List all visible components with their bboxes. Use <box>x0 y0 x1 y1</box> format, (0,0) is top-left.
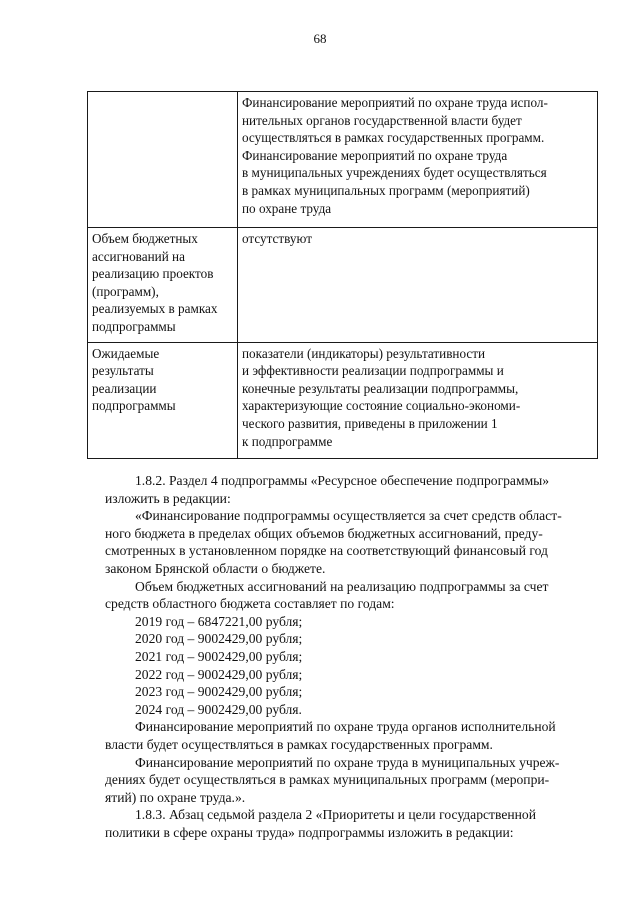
year-allocation-item: 2020 год – 9002429,00 рубля; <box>135 631 303 647</box>
paragraph-line: ного бюджета в пределах общих объемов бюджетных ассигнований, преду- <box>105 525 543 541</box>
cell-line: осуществляться в рамках государственных программ. <box>242 130 545 146</box>
page-number: 68 <box>313 31 327 46</box>
paragraph-1-8-2 <box>105 472 599 507</box>
cell-line: по охране труда <box>242 200 332 216</box>
cell-line: подпрограммы <box>92 318 176 334</box>
paragraph-line: Финансирование мероприятий по охране труда в муниципальных учреж- <box>135 754 560 770</box>
cell-line: в муниципальных учреждениях будет осуществляться <box>242 165 547 181</box>
table-row-financing <box>88 92 598 228</box>
paragraph-financing-source <box>105 507 599 577</box>
cell-line: ческого развития, приведены в приложении 1 <box>242 415 498 431</box>
paragraph-line: 1.8.3. Абзац седьмой раздела 2 «Приоритеты и цели государственной <box>135 807 536 823</box>
cell-line: Объем бюджетных <box>92 231 198 246</box>
cell-line: в рамках муниципальных программ (мероприятий) <box>242 182 530 198</box>
year-allocation-item: 2022 год – 9002429,00 рубля; <box>135 666 303 682</box>
paragraph-line: Финансирование мероприятий по охране труда органов исполнительной <box>135 719 556 735</box>
cell-line: Ожидаемые <box>92 345 160 361</box>
year-allocation-item: 2019 год – 6847221,00 рубля; <box>135 613 303 629</box>
table-row-budget-allocations <box>88 228 598 343</box>
paragraph-line: политики в сфере охраны труда» подпрограммы изложить в редакции: <box>105 824 514 840</box>
table-row-expected-results <box>88 342 598 458</box>
subprogram-passport-table <box>87 91 598 459</box>
cell-line: и эффективности реализации подпрограммы и <box>242 363 504 379</box>
row-value-cell <box>238 228 598 343</box>
cell-line: характеризующие состояние социально-экономи- <box>242 398 521 414</box>
paragraph-line: ятий) по охране труда.». <box>105 789 246 805</box>
cell-line: к подпрограмме <box>242 433 333 449</box>
paragraph-line: власти будет осуществляться в рамках государственных программ. <box>105 736 493 752</box>
paragraph-municipal-financing <box>105 754 599 807</box>
paragraph-line: средств областного бюджета составляет по годам: <box>105 596 395 612</box>
cell-line: (программ), <box>92 283 159 299</box>
yearly-allocations-list <box>105 613 599 719</box>
paragraph-line: «Финансирование подпрограммы осуществляется за счет средств област- <box>135 508 562 524</box>
paragraph-line: 1.8.2. Раздел 4 подпрограммы «Ресурсное обеспечение подпрограммы» <box>135 473 550 488</box>
paragraph-line: изложить в редакции: <box>105 490 231 506</box>
paragraph-line: Объем бюджетных ассигнований на реализацию подпрограммы за счет <box>135 578 549 594</box>
cell-line: реализацию проектов <box>92 266 214 282</box>
year-allocation-item: 2021 год – 9002429,00 рубля; <box>135 648 303 664</box>
cell-line: отсутствуют <box>242 231 312 246</box>
body-text <box>105 472 599 841</box>
paragraph-line: дениях будет осуществляться в рамках муниципальных программ (меропри- <box>105 772 550 788</box>
row-label-cell <box>88 228 238 343</box>
row-label-cell <box>88 342 238 458</box>
row-label-cell <box>88 92 238 228</box>
paragraph-line: законом Брянской области о бюджете. <box>105 560 326 576</box>
cell-line: показатели (индикаторы) результативности <box>242 345 486 361</box>
cell-line: Финансирование мероприятий по охране труда испол- <box>242 95 548 110</box>
cell-line: ассигнований на <box>92 248 185 264</box>
paragraph-line: смотренных в установленном порядке на соответствующий финансовый год <box>105 543 548 559</box>
paragraph-allocation-volume <box>105 578 599 613</box>
paragraph-1-8-3 <box>105 806 599 841</box>
cell-line: нительных органов государственной власти будет <box>242 112 522 128</box>
paragraph-executive-bodies-financing <box>105 718 599 753</box>
cell-line: реализации <box>92 380 157 396</box>
year-allocation-item: 2023 год – 9002429,00 рубля; <box>135 684 303 700</box>
cell-line: подпрограммы <box>92 398 176 414</box>
cell-line: реализуемых в рамках <box>92 301 218 317</box>
cell-line: Финансирование мероприятий по охране труда <box>242 147 508 163</box>
cell-line: конечные результаты реализации подпрограммы, <box>242 380 519 396</box>
row-value-cell <box>238 92 598 228</box>
year-allocation-item: 2024 год – 9002429,00 рубля. <box>135 701 302 717</box>
cell-line: результаты <box>92 363 154 379</box>
row-value-cell <box>238 342 598 458</box>
